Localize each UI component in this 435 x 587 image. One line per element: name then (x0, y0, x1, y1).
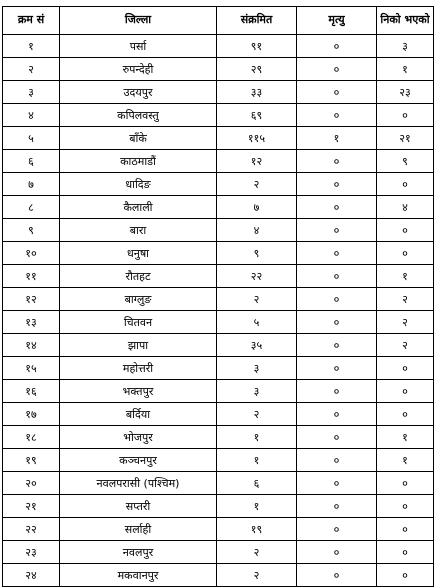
cell-district: झापा (60, 334, 217, 357)
cell-deaths: ० (297, 403, 377, 426)
cell-district: भोजपुर (60, 426, 217, 449)
table-header (3, 7, 434, 35)
cell-deaths: ० (297, 357, 377, 380)
cell-deaths: ० (297, 311, 377, 334)
cell-infected: ९१ (217, 35, 297, 58)
cell-deaths: १ (297, 127, 377, 150)
cell-district: रुपन्देही (60, 58, 217, 81)
cell-district: चितवन (60, 311, 217, 334)
cell-infected: १२ (217, 150, 297, 173)
table-row (3, 58, 434, 81)
cell-recovered: १ (377, 58, 434, 81)
table-row (3, 403, 434, 426)
cell-infected: २ (217, 541, 297, 564)
table-row (3, 564, 434, 587)
cell-deaths: ० (297, 242, 377, 265)
header-recovered: निको भएको (377, 7, 434, 35)
cell-district: मकवानपुर (60, 564, 217, 587)
header-infected: संक्रमित (217, 7, 297, 35)
table-row (3, 288, 434, 311)
cell-deaths: ० (297, 495, 377, 518)
cell-recovered: ० (377, 564, 434, 587)
cell-infected: ६९ (217, 104, 297, 127)
cell-serial: ५ (3, 127, 60, 150)
cell-district: सर्लाही (60, 518, 217, 541)
cell-district: कैलाली (60, 196, 217, 219)
cell-recovered: ९ (377, 150, 434, 173)
cell-serial: २२ (3, 518, 60, 541)
cell-deaths: ० (297, 35, 377, 58)
cell-deaths: ० (297, 173, 377, 196)
table-row (3, 449, 434, 472)
cell-district: नवलपरासी (पश्चिम) (60, 472, 217, 495)
cell-deaths: ० (297, 472, 377, 495)
cell-recovered: ० (377, 242, 434, 265)
cell-infected: १ (217, 495, 297, 518)
table-row (3, 495, 434, 518)
header-serial: क्रम सं (3, 7, 60, 35)
cell-district: बारा (60, 219, 217, 242)
cell-serial: १ (3, 35, 60, 58)
cell-district: बाँके (60, 127, 217, 150)
table-row (3, 127, 434, 150)
table-row (3, 357, 434, 380)
table-row (3, 518, 434, 541)
cell-recovered: २ (377, 311, 434, 334)
cell-district: कञ्चनपुर (60, 449, 217, 472)
table-body (3, 35, 434, 587)
cell-serial: २ (3, 58, 60, 81)
cell-infected: ५ (217, 311, 297, 334)
cell-recovered: ० (377, 541, 434, 564)
cell-recovered: २ (377, 288, 434, 311)
cell-deaths: ० (297, 518, 377, 541)
cell-recovered: ० (377, 472, 434, 495)
cell-infected: ३ (217, 357, 297, 380)
cell-infected: १ (217, 426, 297, 449)
table-row (3, 242, 434, 265)
cell-infected: २ (217, 564, 297, 587)
cell-recovered: ० (377, 104, 434, 127)
cell-deaths: ० (297, 564, 377, 587)
table-row (3, 104, 434, 127)
cell-recovered: १ (377, 449, 434, 472)
cell-recovered: २१ (377, 127, 434, 150)
cell-serial: १० (3, 242, 60, 265)
cell-deaths: ० (297, 104, 377, 127)
cell-infected: ६ (217, 472, 297, 495)
table-row (3, 196, 434, 219)
cell-serial: १५ (3, 357, 60, 380)
header-row (3, 7, 434, 35)
cell-recovered: ३ (377, 35, 434, 58)
cell-serial: ९ (3, 219, 60, 242)
table-row (3, 541, 434, 564)
table-row (3, 311, 434, 334)
cell-infected: २९ (217, 58, 297, 81)
cell-district: पर्सा (60, 35, 217, 58)
cell-serial: ८ (3, 196, 60, 219)
cell-infected: ३३ (217, 81, 297, 104)
cell-deaths: ० (297, 196, 377, 219)
cell-serial: २० (3, 472, 60, 495)
cell-serial: १६ (3, 380, 60, 403)
header-district: जिल्ला (60, 7, 217, 35)
cell-infected: २ (217, 403, 297, 426)
cell-deaths: ० (297, 150, 377, 173)
cell-deaths: ० (297, 334, 377, 357)
table-row (3, 35, 434, 58)
cell-recovered: २ (377, 334, 434, 357)
cell-district: नवलपुर (60, 541, 217, 564)
table-row (3, 81, 434, 104)
cell-serial: १८ (3, 426, 60, 449)
cell-recovered: १ (377, 265, 434, 288)
cell-serial: ७ (3, 173, 60, 196)
cell-recovered: ० (377, 403, 434, 426)
cell-district: धादिङ (60, 173, 217, 196)
cell-serial: २१ (3, 495, 60, 518)
cell-serial: १९ (3, 449, 60, 472)
cell-infected: ३ (217, 380, 297, 403)
cell-district: भक्तपुर (60, 380, 217, 403)
cell-infected: २ (217, 173, 297, 196)
cell-recovered: ० (377, 518, 434, 541)
cell-deaths: ० (297, 288, 377, 311)
cell-infected: ११५ (217, 127, 297, 150)
district-cases-table (2, 6, 434, 587)
cell-district: काठमाडौं (60, 150, 217, 173)
cell-serial: ६ (3, 150, 60, 173)
cell-infected: १ (217, 449, 297, 472)
cell-serial: ३ (3, 81, 60, 104)
header-deaths: मृत्यु (297, 7, 377, 35)
cell-district: उदयपुर (60, 81, 217, 104)
cell-serial: २४ (3, 564, 60, 587)
cell-district: रौतहट (60, 265, 217, 288)
cell-recovered: ० (377, 173, 434, 196)
cell-deaths: ० (297, 81, 377, 104)
cell-deaths: ० (297, 265, 377, 288)
cell-serial: १४ (3, 334, 60, 357)
cell-deaths: ० (297, 541, 377, 564)
table-row (3, 380, 434, 403)
cell-recovered: ० (377, 219, 434, 242)
cell-recovered: २३ (377, 81, 434, 104)
cell-district: महोत्तरी (60, 357, 217, 380)
cell-recovered: ० (377, 380, 434, 403)
table-row (3, 265, 434, 288)
cell-serial: ११ (3, 265, 60, 288)
cell-deaths: ० (297, 380, 377, 403)
cell-deaths: ० (297, 219, 377, 242)
cell-deaths: ० (297, 58, 377, 81)
cell-serial: १३ (3, 311, 60, 334)
table-row (3, 334, 434, 357)
cell-district: धनुषा (60, 242, 217, 265)
cell-district: बर्दिया (60, 403, 217, 426)
cell-infected: ९ (217, 242, 297, 265)
cell-infected: ३५ (217, 334, 297, 357)
cell-infected: २२ (217, 265, 297, 288)
table-row (3, 173, 434, 196)
table-row (3, 150, 434, 173)
cell-district: सप्तरी (60, 495, 217, 518)
cell-deaths: ० (297, 449, 377, 472)
cell-infected: १९ (217, 518, 297, 541)
cell-infected: ४ (217, 219, 297, 242)
table-row (3, 472, 434, 495)
cell-district: बाग्लुङ (60, 288, 217, 311)
table-row (3, 426, 434, 449)
cell-serial: ४ (3, 104, 60, 127)
cell-infected: २ (217, 288, 297, 311)
cell-recovered: ० (377, 495, 434, 518)
cell-serial: १२ (3, 288, 60, 311)
cell-district: कपिलवस्तु (60, 104, 217, 127)
cell-recovered: ४ (377, 196, 434, 219)
cell-recovered: १ (377, 426, 434, 449)
cell-serial: २३ (3, 541, 60, 564)
cell-recovered: ० (377, 357, 434, 380)
cell-deaths: ० (297, 426, 377, 449)
cell-serial: १७ (3, 403, 60, 426)
cell-infected: ७ (217, 196, 297, 219)
table-row (3, 219, 434, 242)
